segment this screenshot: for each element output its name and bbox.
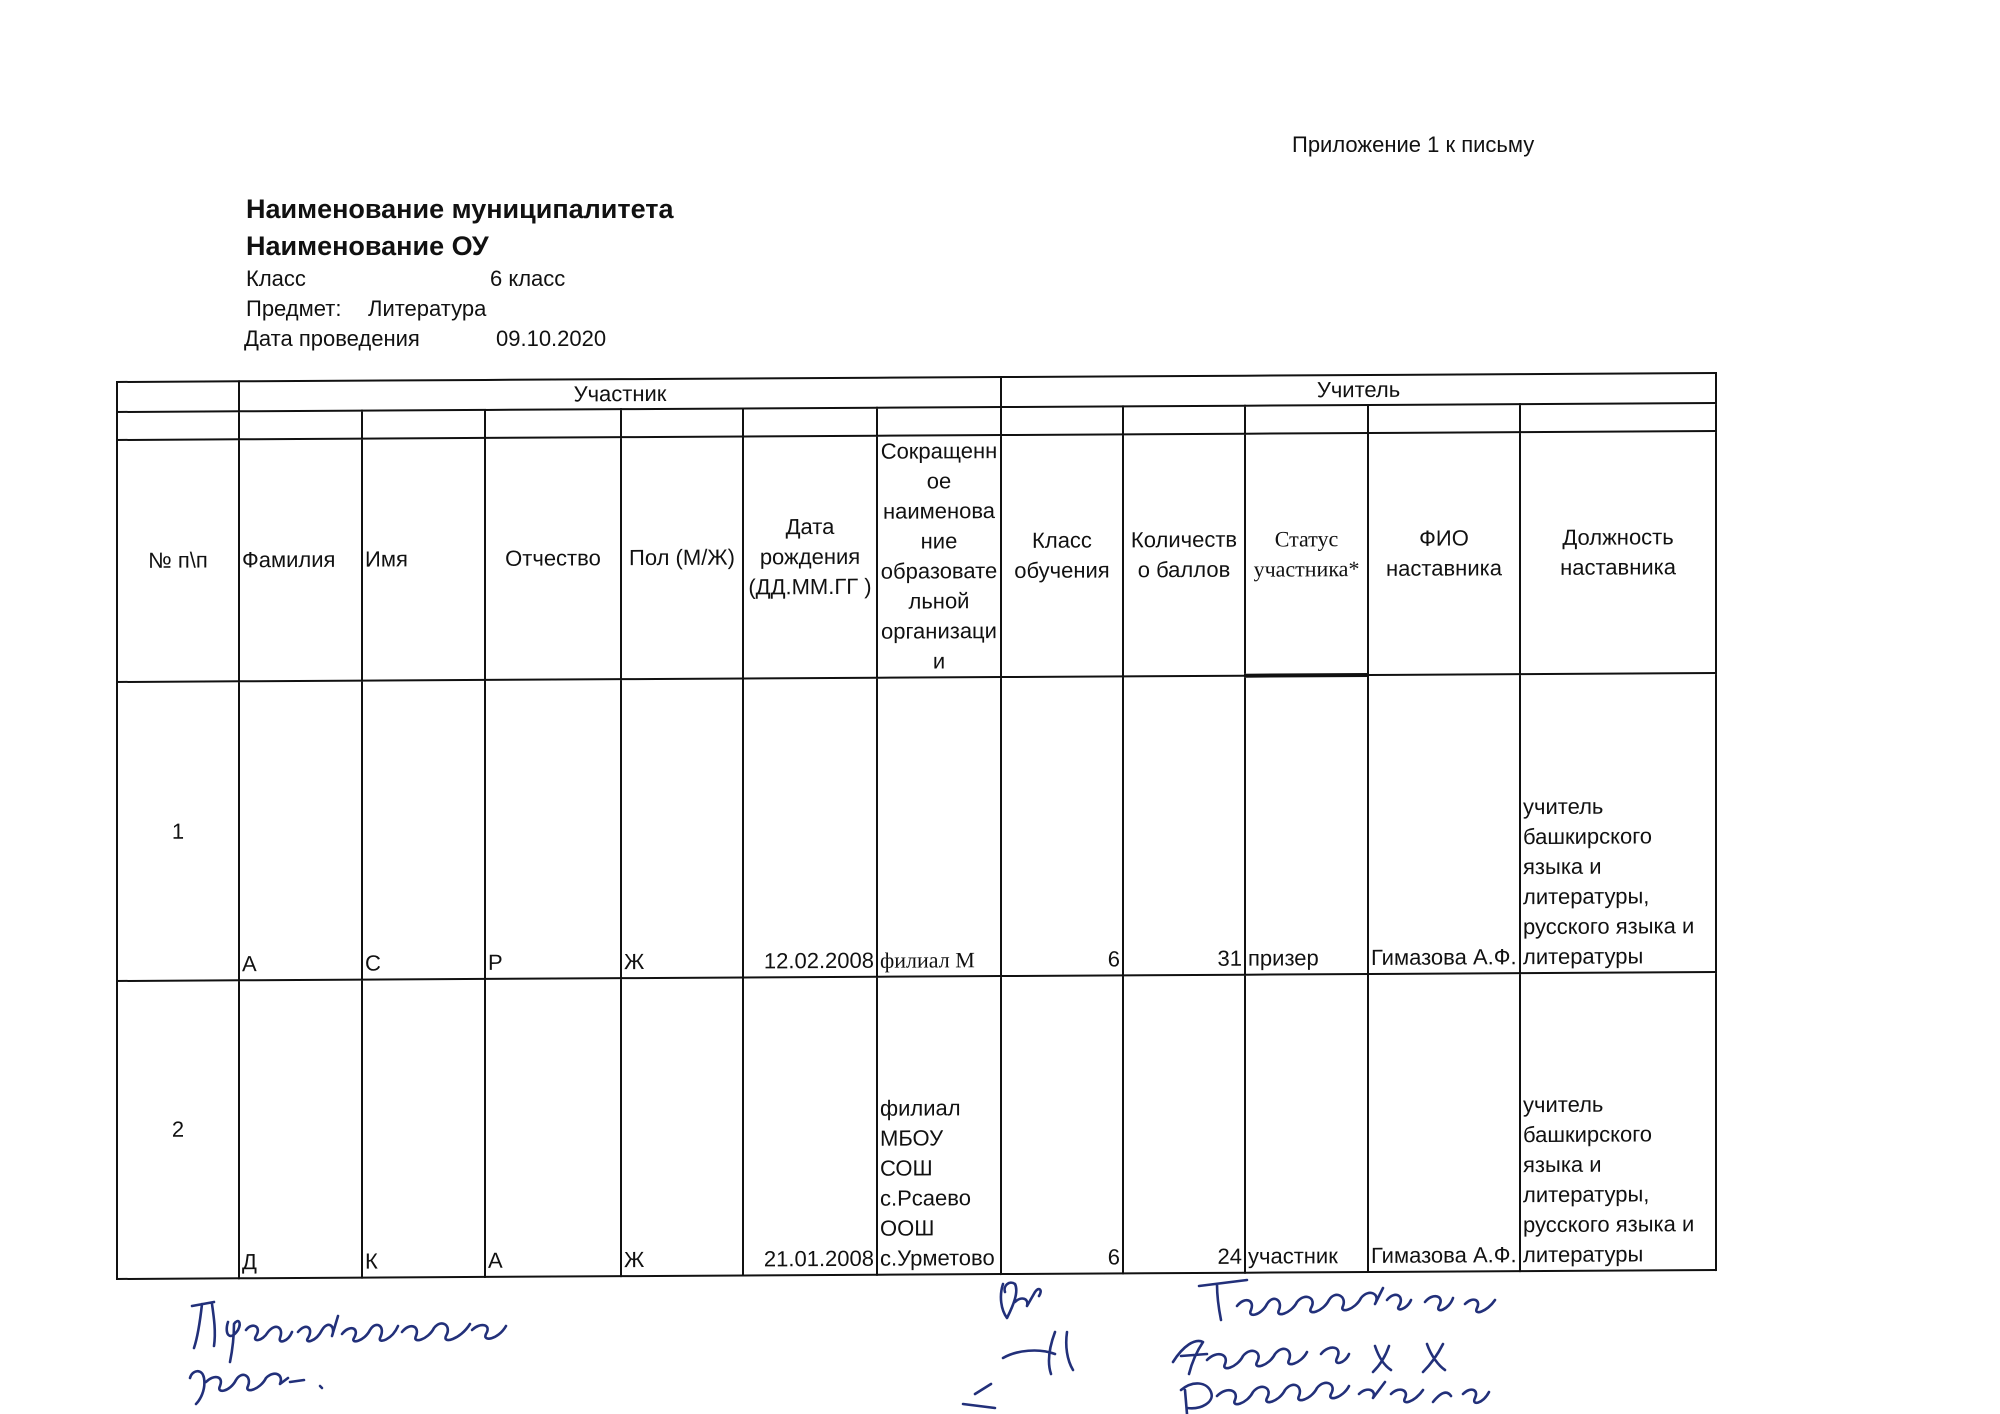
row-name: К [362,979,485,1278]
header-score: Количество баллов [1123,434,1245,677]
header-birth: Дата рождения (ДД.ММ.ГГ ) [743,436,877,679]
row-grade: 6 [1001,676,1123,976]
header-mentor: ФИО наставника [1368,432,1520,675]
column-header-row [117,431,1716,682]
row-grade: 6 [1001,975,1123,1274]
row-surname: Д [239,980,362,1279]
table-row [117,972,1716,1279]
row-sex: Ж [621,678,743,978]
row-num: 2 [117,980,239,1279]
row-name: С [362,680,485,980]
appendix-note: Приложение 1 к письму [1292,132,1535,157]
header-grade: Класс обучения [1001,434,1123,677]
table-row [117,673,1716,981]
date-label: Дата проведения [244,326,420,351]
group-teacher: Учитель [1001,373,1716,407]
header-org: Сокращенное наименование образовательной организации [877,435,1001,678]
header-surname: Фамилия [239,439,362,682]
subject-label: Предмет: [246,296,342,321]
group-empty-cell [117,381,239,412]
school-title: Наименование ОУ [246,231,489,261]
row-mentor: Гимазова А.Ф. [1368,973,1520,1272]
row-org: филиал МБОУ СОШ с.Рсаево ООШ с.Урметово [877,976,1001,1275]
row-status: призер [1245,675,1368,975]
row-org: филиал М [877,677,1001,977]
members-signatures [955,1262,1615,1414]
header-status: Статус участника* [1245,433,1368,676]
row-num: 1 [117,681,239,981]
chair-signature [180,1282,570,1414]
class-label: Класс [246,266,306,291]
subject-value: Литература [368,296,487,321]
row-birth: 21.01.2008 [743,977,877,1276]
row-score: 31 [1123,676,1245,976]
header-sex: Пол (М/Ж) [621,436,743,679]
row-patronymic: Р [485,679,621,979]
row-position: учитель башкирского языка и литературы, русского языка и литературы [1520,673,1716,973]
row-score: 24 [1123,975,1245,1274]
row-sex: Ж [621,977,743,1276]
row-surname: А [239,681,362,981]
row-patronymic: А [485,978,621,1277]
header-name: Имя [362,438,485,681]
row-status: участник [1245,974,1368,1273]
header-num: № п\п [117,439,239,682]
header-patronymic: Отчество [485,437,621,680]
row-position: учитель башкирского языка и литературы, русского языка и литературы [1520,972,1716,1271]
header-position: Должность наставника [1520,431,1716,674]
row-mentor: Гимазова А.Ф. [1368,674,1520,974]
municipality-title: Наименование муниципалитета [246,194,674,224]
class-value: 6 класс [490,266,566,291]
date-value: 09.10.2020 [496,326,607,351]
row-birth: 12.02.2008 [743,678,877,978]
results-table [116,372,1717,1280]
group-participant: Участник [239,377,1001,411]
